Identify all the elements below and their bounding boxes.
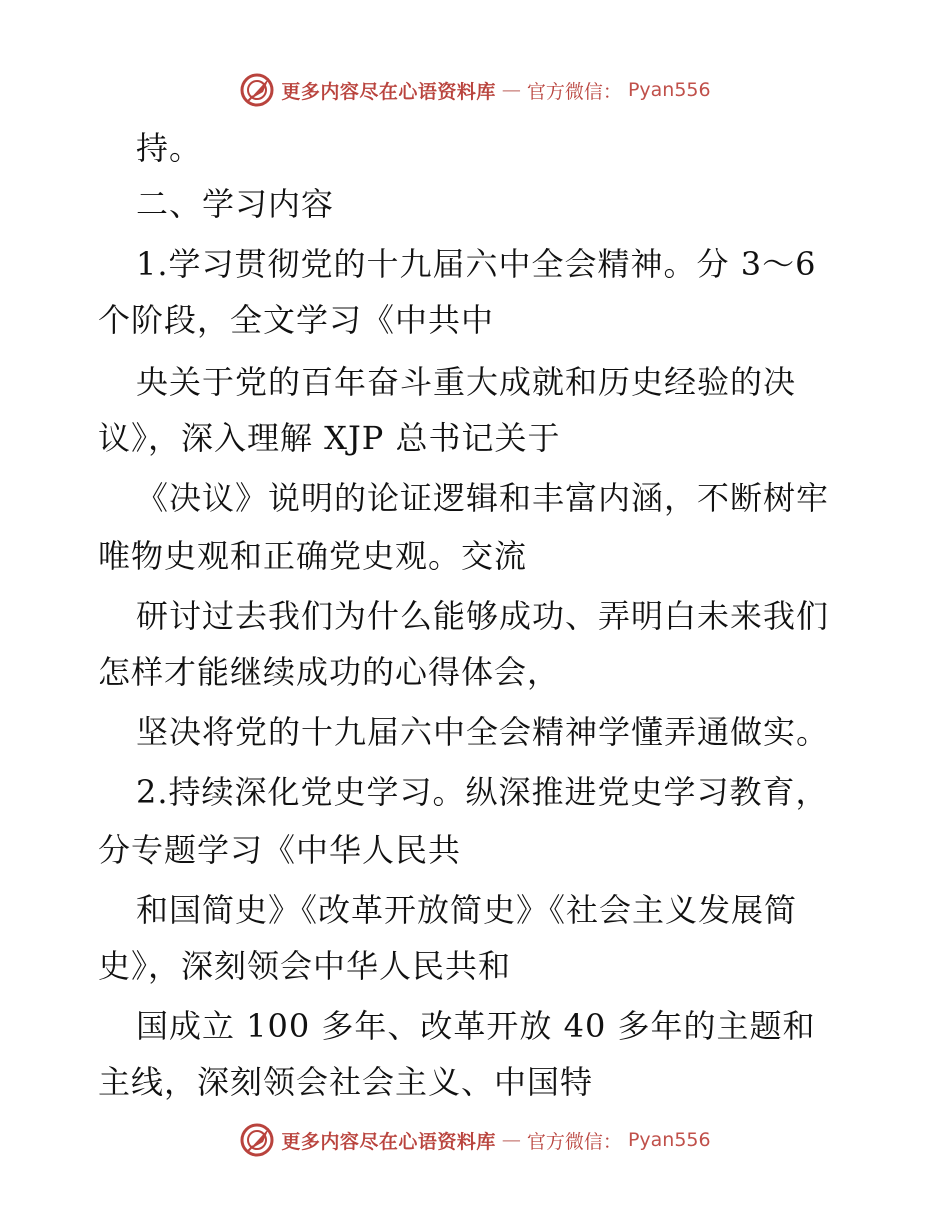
text-line: 个阶段，全文学习《中共中 xyxy=(98,301,495,339)
section-heading: 二、学习内容 xyxy=(136,185,335,223)
banner-dash: — xyxy=(501,1129,521,1151)
banner-wechat-label: 官方微信： xyxy=(526,80,622,103)
banner-wechat-id: Pyan556 xyxy=(627,79,711,101)
text-line: 议》，深入理解 XJP 总书记关于 xyxy=(98,419,561,457)
text-line: 主线，深刻领会社会主义、中国特 xyxy=(98,1063,594,1101)
banner-wechat-id: Pyan556 xyxy=(627,1129,711,1151)
text-line: 国成立 100 多年、改革开放 40 多年的主题和 xyxy=(136,1007,816,1045)
banner-wechat-label: 官方微信： xyxy=(526,1130,622,1153)
text-line: 坚决将党的十九届六中全会精神学懂弄通做实。 xyxy=(136,713,830,751)
footer-banner xyxy=(0,1120,950,1160)
quill-logo-icon xyxy=(239,72,275,108)
text-line: 研讨过去我们为什么能够成功、弄明白未来我们 xyxy=(136,597,830,635)
banner-brand-text: 更多内容尽在心语资料库 xyxy=(281,80,496,103)
text-line: 怎样才能继续成功的心得体会， xyxy=(98,653,561,691)
text-line: 央关于党的百年奋斗重大成就和历史经验的决 xyxy=(136,363,797,401)
text-line: 持。 xyxy=(136,129,203,167)
banner-brand-text: 更多内容尽在心语资料库 xyxy=(281,1130,496,1153)
text-line: 《决议》说明的论证逻辑和丰富内涵，不断树牢 xyxy=(136,479,830,517)
text-line: 和国简史》《改革开放简史》《社会主义发展简 xyxy=(136,891,798,929)
header-banner xyxy=(0,70,950,110)
text-line: 史》，深刻领会中华人民共和 xyxy=(98,947,512,985)
text-line: 1.学习贯彻党的十九届六中全会精神。分 3～6 xyxy=(136,245,817,283)
text-line: 唯物史观和正确党史观。交流 xyxy=(98,537,528,575)
text-line: 分专题学习《中华人民共 xyxy=(98,831,462,869)
text-line: 2.持续深化党史学习。纵深推进党史学习教育， xyxy=(136,773,829,811)
quill-logo-icon xyxy=(239,1122,275,1158)
banner-dash: — xyxy=(501,79,521,101)
